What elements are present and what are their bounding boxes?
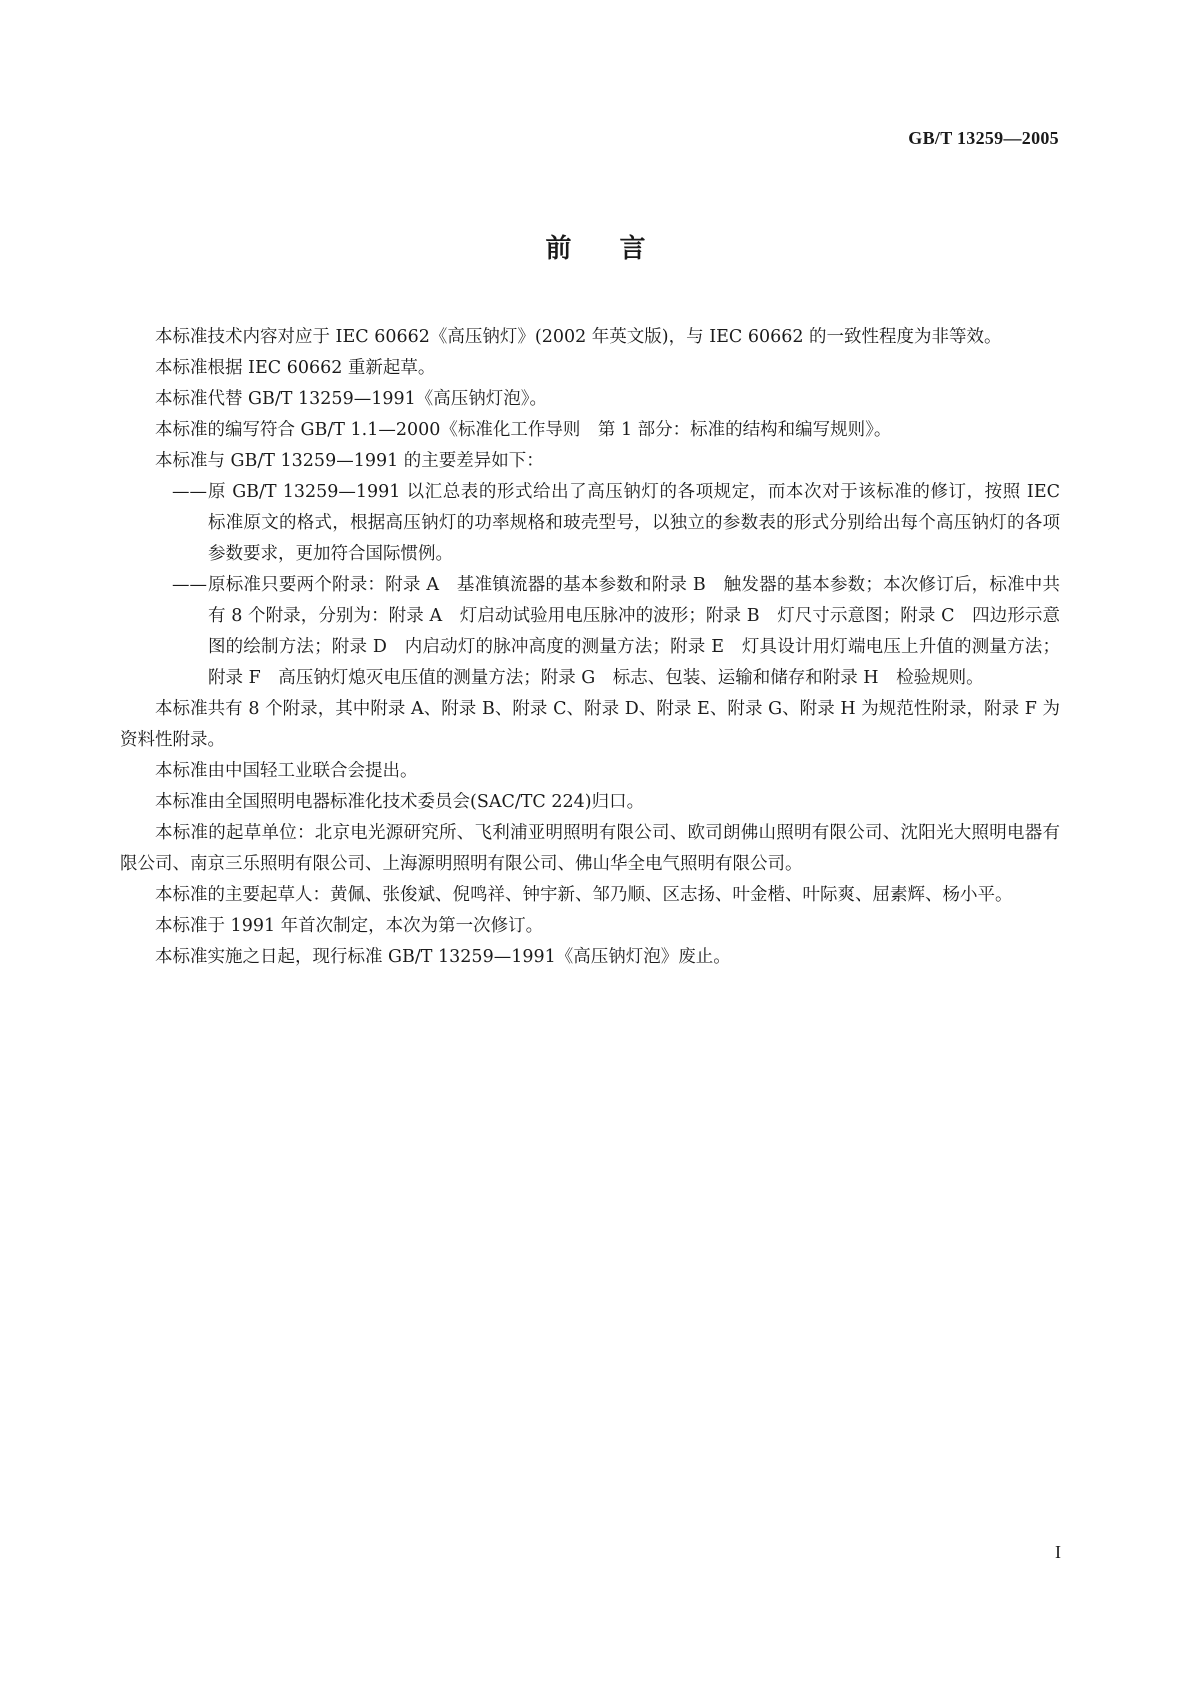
list-item-text: 原标准只要两个附录：附录 A 基准镇流器的基本参数和附录 B 触发器的基本参数；本次修订后，标准中共有 8 个附录，分别为：附录 A 灯启动试验用电压脉冲的波形；附录 B 灯尺寸示意图；附录 C 四边形示意图的绘制方法；附录 D 内启动灯的脉冲高度的测量方法；附录 E 灯具设计用灯端电压上升值的测量方法；附录 F 高压钠灯熄灭电压值的测量方法；附录 G 标志、包装、运输和储存和附录 H 检验规则。 [208,575,1060,688]
standard-code: GB/T 13259—2005 [908,128,1059,148]
paragraph-abolition: 本标准实施之日起，现行标准 GB/T 13259—1991《高压钠灯泡》废止。 [155,947,731,967]
list-item [120,570,1060,694]
list-dash: —— [172,575,207,595]
paragraph-replaces: 本标准代替 GB/T 13259—1991《高压钠灯泡》。 [155,389,547,409]
paragraph-proposer: 本标准由中国轻工业联合会提出。 [155,761,418,781]
paragraph-drafting-basis: 本标准根据 IEC 60662 重新起草。 [155,358,436,378]
paragraph-drafters: 本标准的主要起草人：黄佩、张俊斌、倪鸣祥、钟宇新、邹乃顺、区志扬、叶金楷、叶际爽、屈素辉、杨小平。 [155,885,1013,905]
paragraph-technical-committee: 本标准由全国照明电器标准化技术委员会(SAC/TC 224)归口。 [155,792,645,812]
paragraph-differences-intro: 本标准与 GB/T 13259—1991 的主要差异如下： [155,451,544,471]
paragraph-annexes: 本标准共有 8 个附录，其中附录 A、附录 B、附录 C、附录 D、附录 E、附录 G、附录 H 为规范性附录，附录 F 为资料性附录。 [120,699,1060,750]
page-title: 前言 [545,234,694,264]
foreword-body [120,322,1060,973]
paragraph-history: 本标准于 1991 年首次制定，本次为第一次修订。 [155,916,544,936]
paragraph-compliance: 本标准的编写符合 GB/T 1.1—2000《标准化工作导则 第 1 部分：标准的结构和编写规则》。 [155,420,892,440]
paragraph-correspondence: 本标准技术内容对应于 IEC 60662《高压钠灯》(2002 年英文版)，与 IEC 60662 的一致性程度为非等效。 [155,327,1002,347]
list-item-text: 原 GB/T 13259—1991 以汇总表的形式给出了高压钠灯的各项规定，而本次对于该标准的修订，按照 IEC 标准原文的格式，根据高压钠灯的功率规格和玻壳型号，以独立的参数表的形式分别给出每个高压钠灯的各项参数要求，更加符合国际惯例。 [208,482,1060,564]
list-dash: —— [172,482,207,502]
paragraph-drafting-units: 本标准的起草单位：北京电光源研究所、飞利浦亚明照明有限公司、欧司朗佛山照明有限公司、沈阳光大照明电器有限公司、南京三乐照明有限公司、上海源明照明有限公司、佛山华全电气照明有限公司。 [120,823,1060,874]
page-number: I [1055,1542,1061,1562]
list-item [120,477,1060,570]
